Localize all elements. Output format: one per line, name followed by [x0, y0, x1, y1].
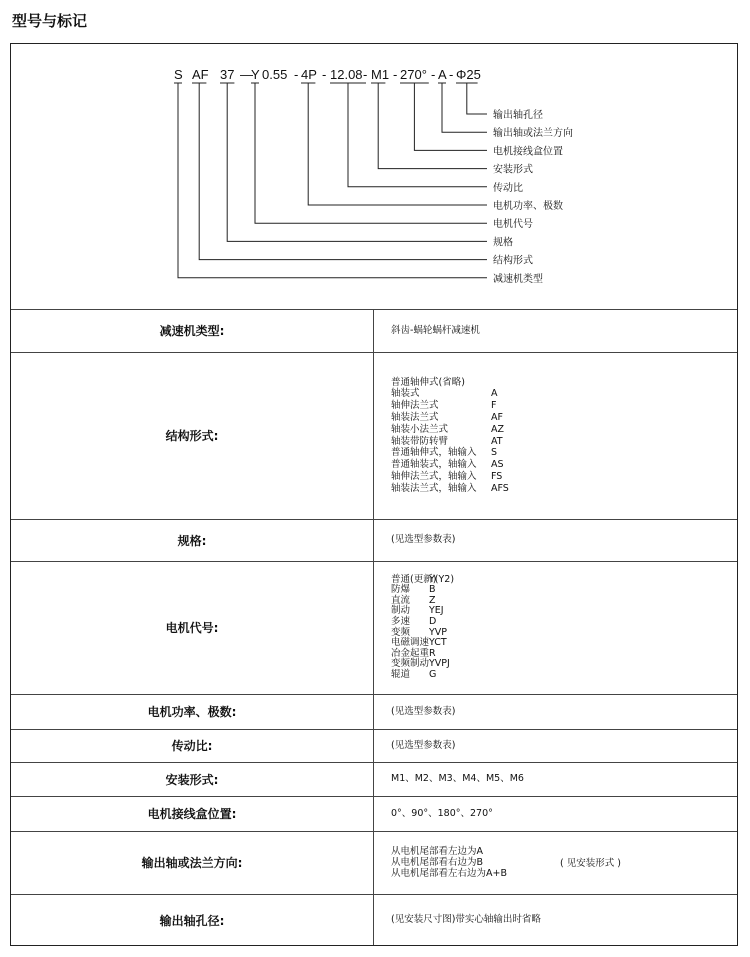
model-code-segment: Φ25 — [456, 67, 481, 82]
legend-label: 输出轴或法兰方向 — [493, 128, 573, 140]
mount-label: 安装形式: — [165, 772, 219, 787]
leader-line — [467, 83, 487, 114]
direction-line: 从电机尾部看左边为A — [391, 846, 483, 857]
bore-value — [391, 894, 541, 946]
ratio-value-text: (见选型参数表) — [391, 739, 456, 751]
leader-line — [414, 83, 487, 150]
model-code-segment: - — [363, 67, 368, 82]
spec-value — [391, 519, 455, 561]
legend — [493, 108, 573, 285]
model-code-segment: M1 — [371, 67, 390, 82]
leader-line — [348, 83, 487, 187]
power-label: 电机功率、极数: — [147, 705, 237, 719]
list-item: 轴装式 A — [391, 388, 498, 400]
leader-line — [378, 83, 487, 169]
list-item: 轴装法兰式 AF — [391, 411, 503, 423]
column-divider — [373, 309, 374, 945]
spec-value-text: (见选型参数表) — [391, 534, 456, 546]
model-code-segment: - — [449, 67, 454, 82]
leader-line — [227, 83, 487, 241]
model-code-segment: 0.55 — [262, 67, 288, 82]
ratio-label: 传动比: — [171, 739, 213, 753]
list-item: 轴伸法兰式 F — [391, 400, 497, 412]
model-code-segment: Y — [251, 67, 260, 82]
legend-label: 电机代号 — [493, 219, 533, 231]
legend-label: 减速机类型 — [493, 273, 543, 285]
list-item: 普通轴伸式，轴输入 S — [391, 447, 498, 459]
legend-label: 电机接线盒位置 — [493, 146, 563, 158]
direction-note: ( 见安装形式 ) — [560, 858, 621, 869]
structure-list — [391, 352, 509, 519]
list-item: 普通(更新) Y(Y2) — [391, 573, 455, 585]
legend-label: 电机功率、极数 — [493, 201, 563, 212]
box-value-text: 0°、90°、180°、270° — [391, 807, 493, 819]
list-item: 制动 YEJ — [391, 605, 444, 617]
ratio-value — [391, 729, 455, 762]
list-item: 普通轴装式，轴输入 AS — [391, 459, 504, 471]
list-item: 防爆 B — [391, 584, 436, 596]
model-code-segment: - — [393, 67, 398, 82]
type-value — [391, 309, 480, 352]
bore-value-text: (见安装尺寸图)带实心轴输出时省略 — [391, 914, 541, 926]
model-code-segment: 37 — [220, 67, 235, 82]
page-title: 型号与标记 — [12, 12, 88, 30]
leader-lines — [174, 83, 487, 278]
mount-value — [391, 762, 524, 796]
model-code-segment: - — [322, 67, 327, 82]
list-item: 辊道 G — [391, 668, 437, 680]
list-item: 普通轴伸式(省略) — [391, 376, 465, 388]
type-value-text: 斜齿-蜗轮蜗杆减速机 — [391, 324, 480, 336]
spec-label: 规格: — [177, 533, 207, 548]
leader-line — [178, 83, 487, 278]
motor-list — [391, 561, 454, 694]
power-value — [391, 694, 455, 729]
list-item: 轴装小法兰式 AZ — [391, 423, 505, 435]
legend-label: 安装形式 — [493, 164, 533, 176]
leader-line — [199, 83, 487, 260]
model-code-segment: 270° — [400, 67, 427, 82]
list-item: 轴伸法兰式，轴输入 FS — [391, 470, 503, 482]
list-item: 冶金起重 R — [391, 647, 436, 659]
legend-label: 规格 — [493, 237, 513, 249]
model-code-segment: A — [438, 67, 447, 82]
list-item: 变频制动 YVPJ — [391, 658, 450, 670]
bore-label: 输出轴孔径: — [159, 913, 225, 928]
list-item: 轴装法兰式，轴输入 AFS — [391, 482, 509, 494]
legend-label: 输出轴孔径 — [493, 110, 543, 121]
model-code-diagram — [11, 44, 737, 309]
model-code-segment: - — [294, 67, 299, 82]
direction-line: 从电机尾部看左右边为A+B — [391, 868, 507, 879]
list-item: 轴装带防转臂 AT — [391, 435, 503, 447]
direction-value — [391, 831, 507, 894]
list-item: 直流 Z — [391, 594, 436, 606]
list-item: 变频 YVP — [391, 626, 448, 638]
list-item: 电磁调速 YCT — [391, 637, 447, 649]
legend-label: 传动比 — [493, 182, 523, 194]
leader-line — [442, 83, 487, 132]
direction-label: 输出轴或法兰方向: — [141, 856, 243, 870]
model-code-segment: - — [431, 67, 436, 82]
model-code — [174, 67, 481, 82]
model-table — [10, 43, 738, 946]
mount-value-text: M1、M2、M3、M4、M5、M6 — [391, 773, 524, 785]
power-value-text: (见选型参数表) — [391, 705, 456, 717]
model-code-segment: 4P — [301, 67, 317, 82]
list-item: 多速 D — [391, 615, 437, 627]
box-label: 电机接线盒位置: — [147, 807, 237, 821]
model-code-segment: 12.08 — [330, 67, 363, 82]
motor-label: 电机代号: — [165, 621, 219, 635]
model-code-segment: — — [240, 67, 253, 82]
model-code-segment: AF — [192, 67, 209, 82]
direction-line: 从电机尾部看右边为B — [391, 857, 484, 868]
type-label: 减速机类型: — [159, 324, 225, 338]
box-value — [391, 796, 493, 831]
leader-line — [255, 83, 487, 223]
legend-label: 结构形式 — [493, 255, 533, 267]
structure-label: 结构形式: — [165, 429, 219, 443]
model-code-segment: S — [174, 67, 183, 82]
